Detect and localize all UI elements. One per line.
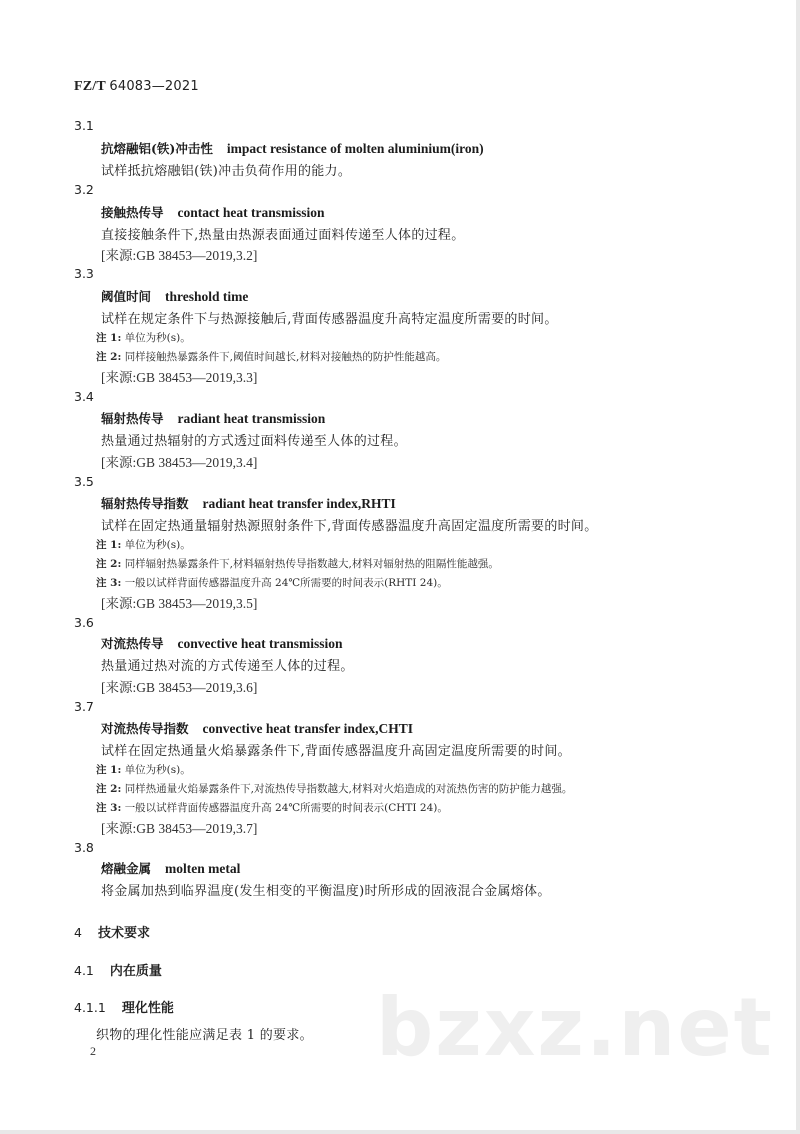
section-number: 4	[74, 925, 82, 940]
note-text: 单位为秒(s)。	[124, 332, 191, 344]
term-en: convective heat transmission	[177, 636, 343, 651]
term-en: radiant heat transmission	[177, 411, 326, 426]
section-number: 4.1.1	[74, 1000, 106, 1015]
note-text: 单位为秒(s)。	[124, 539, 191, 551]
term-heading	[101, 859, 240, 877]
standard-prefix: FZ/T	[74, 79, 106, 94]
term-note	[96, 349, 446, 364]
clause-number: 3.5	[74, 474, 94, 489]
term-definition: 将金属加热到临界温度(发生相变的平衡温度)时所形成的固液混合金属熔体。	[101, 884, 551, 899]
term-en: impact resistance of molten aluminium(iron)	[226, 141, 484, 156]
term-zh: 抗熔融铝(铁)冲击性	[101, 141, 213, 156]
term-source: [来源:GB 38453—2019,3.6]	[101, 680, 258, 695]
term-heading	[101, 719, 413, 737]
term-note	[96, 575, 448, 590]
term-note	[96, 556, 499, 571]
term-note	[96, 800, 448, 815]
section-title: 理化性能	[121, 1001, 174, 1016]
section-heading	[74, 960, 162, 979]
note-text: 一般以试样背面传感器温度升高 24℃所需要的时间表示(CHTI 24)。	[124, 802, 448, 814]
term-source: [来源:GB 38453—2019,3.4]	[101, 455, 258, 470]
clause-number: 3.6	[74, 615, 94, 630]
note-label: 注 3:	[96, 802, 122, 814]
term-zh: 辐射热传导指数	[101, 496, 189, 511]
term-heading	[101, 634, 343, 652]
note-text: 一般以试样背面传感器温度升高 24℃所需要的时间表示(RHTI 24)。	[124, 577, 448, 589]
term-note	[96, 330, 191, 345]
clause-number: 3.2	[74, 182, 94, 197]
term-heading	[101, 494, 396, 512]
term-source: [来源:GB 38453—2019,3.2]	[101, 248, 258, 263]
term-zh: 接触热传导	[101, 205, 164, 220]
term-en: molten metal	[165, 861, 241, 876]
term-en: threshold time	[165, 289, 249, 304]
note-label: 注 3:	[96, 577, 122, 589]
clause-number: 3.3	[74, 266, 94, 281]
clause-number: 3.8	[74, 840, 94, 855]
term-definition: 热量通过热对流的方式传递至人体的过程。	[101, 659, 354, 674]
term-definition: 热量通过热辐射的方式透过面料传递至人体的过程。	[101, 434, 407, 449]
note-label: 注 1:	[96, 764, 122, 776]
note-label: 注 2:	[96, 783, 122, 795]
section-title: 技术要求	[97, 926, 150, 941]
term-zh: 辐射热传导	[101, 411, 164, 426]
section-heading	[74, 922, 150, 941]
note-label: 注 1:	[96, 539, 122, 551]
term-heading	[101, 203, 325, 221]
standard-code: 64083—2021	[109, 79, 199, 94]
standard-number-header	[74, 79, 199, 95]
term-zh: 对流热传导指数	[101, 721, 189, 736]
term-definition: 试样抵抗熔融铝(铁)冲击负荷作用的能力。	[101, 164, 352, 179]
section-heading	[74, 997, 174, 1016]
term-heading	[101, 409, 325, 427]
term-heading	[101, 139, 484, 157]
section-number: 4.1	[74, 963, 94, 978]
term-zh: 熔融金属	[101, 861, 152, 876]
term-source: [来源:GB 38453—2019,3.7]	[101, 821, 258, 836]
note-text: 单位为秒(s)。	[124, 764, 191, 776]
note-text: 同样接触热暴露条件下,阈值时间越长,材料对接触热的防护性能越高。	[124, 351, 447, 363]
page-number: 2	[90, 1044, 96, 1058]
term-en: radiant heat transfer index,RHTI	[202, 496, 396, 511]
body-paragraph: 织物的理化性能应满足表 1 的要求。	[96, 1028, 313, 1043]
term-note	[96, 537, 191, 552]
term-definition: 试样在规定条件下与热源接触后,背面传感器温度升高特定温度所需要的时间。	[101, 312, 558, 327]
note-text: 同样辐射热暴露条件下,材料辐射热传导指数越大,材料对辐射热的阻隔性能越强。	[124, 558, 499, 570]
term-zh: 阈值时间	[101, 289, 152, 304]
note-label: 注 2:	[96, 558, 122, 570]
term-zh: 对流热传导	[101, 636, 164, 651]
term-heading	[101, 287, 248, 305]
clause-number: 3.4	[74, 389, 94, 404]
clause-number: 3.1	[74, 118, 94, 133]
section-title: 内在质量	[109, 964, 162, 979]
note-text: 同样热通量火焰暴露条件下,对流热传导指数越大,材料对火焰造成的对流热伤害的防护能力越强。	[124, 783, 573, 795]
term-note	[96, 781, 572, 796]
term-en: convective heat transfer index,CHTI	[202, 721, 413, 736]
note-label: 注 1:	[96, 332, 122, 344]
term-definition: 试样在固定热通量辐射热源照射条件下,背面传感器温度升高固定温度所需要的时间。	[101, 519, 598, 534]
watermark: bzxz.net	[376, 981, 774, 1074]
term-source: [来源:GB 38453—2019,3.3]	[101, 370, 258, 385]
term-definition: 直接接触条件下,热量由热源表面通过面料传递至人体的过程。	[101, 228, 465, 243]
clause-number: 3.7	[74, 699, 94, 714]
note-label: 注 2:	[96, 351, 122, 363]
term-definition: 试样在固定热通量火焰暴露条件下,背面传感器温度升高固定温度所需要的时间。	[101, 744, 571, 759]
term-source: [来源:GB 38453—2019,3.5]	[101, 596, 258, 611]
term-en: contact heat transmission	[177, 205, 325, 220]
term-note	[96, 762, 191, 777]
